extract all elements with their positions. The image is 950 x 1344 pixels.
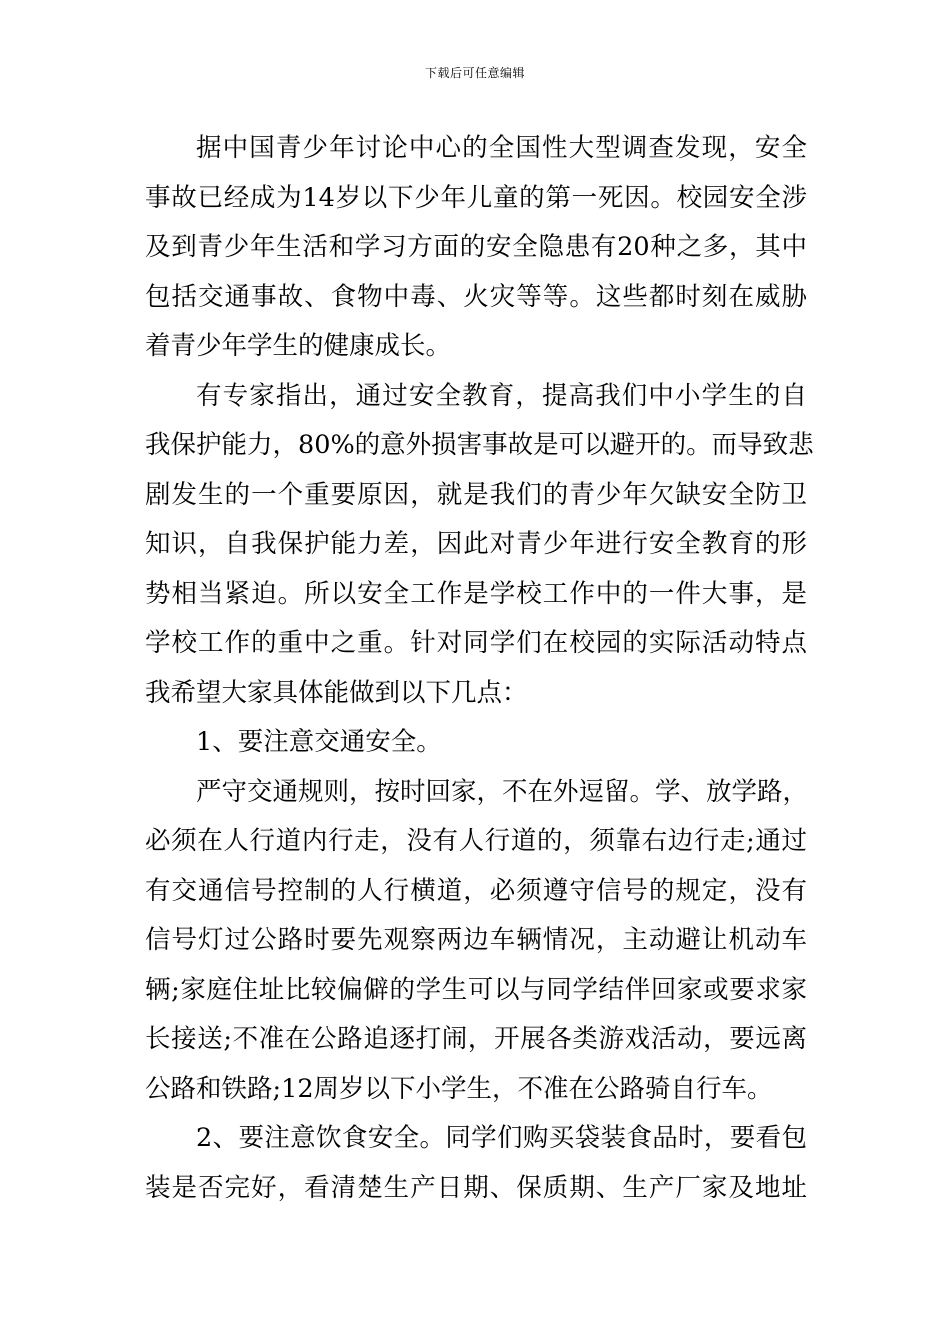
text-line: 我希望大家具体能做到以下几点： [145, 677, 528, 708]
paragraph [145, 372, 814, 719]
text-line: 我保护能力，80%的意外损害事故是可以避开的。而导致悲 [145, 430, 814, 460]
header-note: 下载后可任意编辑 [424, 66, 525, 80]
text-line: 剧发生的一个重要原因，就是我们的青少年欠缺安全防卫 [145, 479, 807, 510]
document-body [145, 124, 814, 1213]
text-line: 信号灯过公路时要先观察两边车辆情况，主动避让机动车 [145, 925, 807, 955]
text-line: 据中国青少年讨论中心的全国性大型调查发现，安全 [196, 133, 807, 163]
text-line: 包括交通事故、食物中毒、火灾等等。这些都时刻在威胁 [145, 281, 807, 312]
text-line: 长接送;不准在公路追逐打闹，开展各类游戏活动，要远离 [145, 1024, 807, 1054]
text-line: 知识，自我保护能力差，因此对青少年进行安全教育的形 [145, 529, 807, 559]
paragraph [145, 124, 807, 372]
text-line: 有交通信号控制的人行横道，必须遵守信号的规定，没有 [145, 875, 807, 906]
text-line: 1、要注意交通安全。 [196, 727, 442, 757]
text-line: 着青少年学生的健康成长。 [145, 331, 452, 361]
text-line: 学校工作的重中之重。针对同学们在校园的实际活动特点 [145, 628, 807, 658]
paragraph [145, 1114, 807, 1213]
text-line: 必须在人行道内行走，没有人行道的，须靠右边行走;通过 [145, 826, 807, 856]
text-line: 严守交通规则，按时回家，不在外逗留。学、放学路， [196, 776, 809, 807]
text-line: 公路和铁路;12周岁以下小学生，不准在公路骑自行车。 [145, 1073, 773, 1104]
text-line: 及到青少年生活和学习方面的安全隐患有20种之多，其中 [145, 232, 807, 262]
text-line: 2、要注意饮食安全。同学们购买袋装食品时，要看包 [196, 1123, 807, 1153]
text-line: 势相当紧迫。所以安全工作是学校工作中的一件大事，是 [145, 578, 807, 609]
paragraph [145, 768, 807, 1115]
text-line: 辆;家庭住址比较偏僻的学生可以与同学结伴回家或要求家 [145, 974, 807, 1005]
text-line: 装是否完好，看清楚生产日期、保质期、生产厂家及地址 [145, 1172, 807, 1203]
section-heading [145, 718, 807, 768]
text-line: 事故已经成为14岁以下少年儿童的第一死因。校园安全涉 [145, 182, 807, 213]
text-line: 有专家指出，通过安全教育，提高我们中小学生的自 [196, 380, 807, 411]
